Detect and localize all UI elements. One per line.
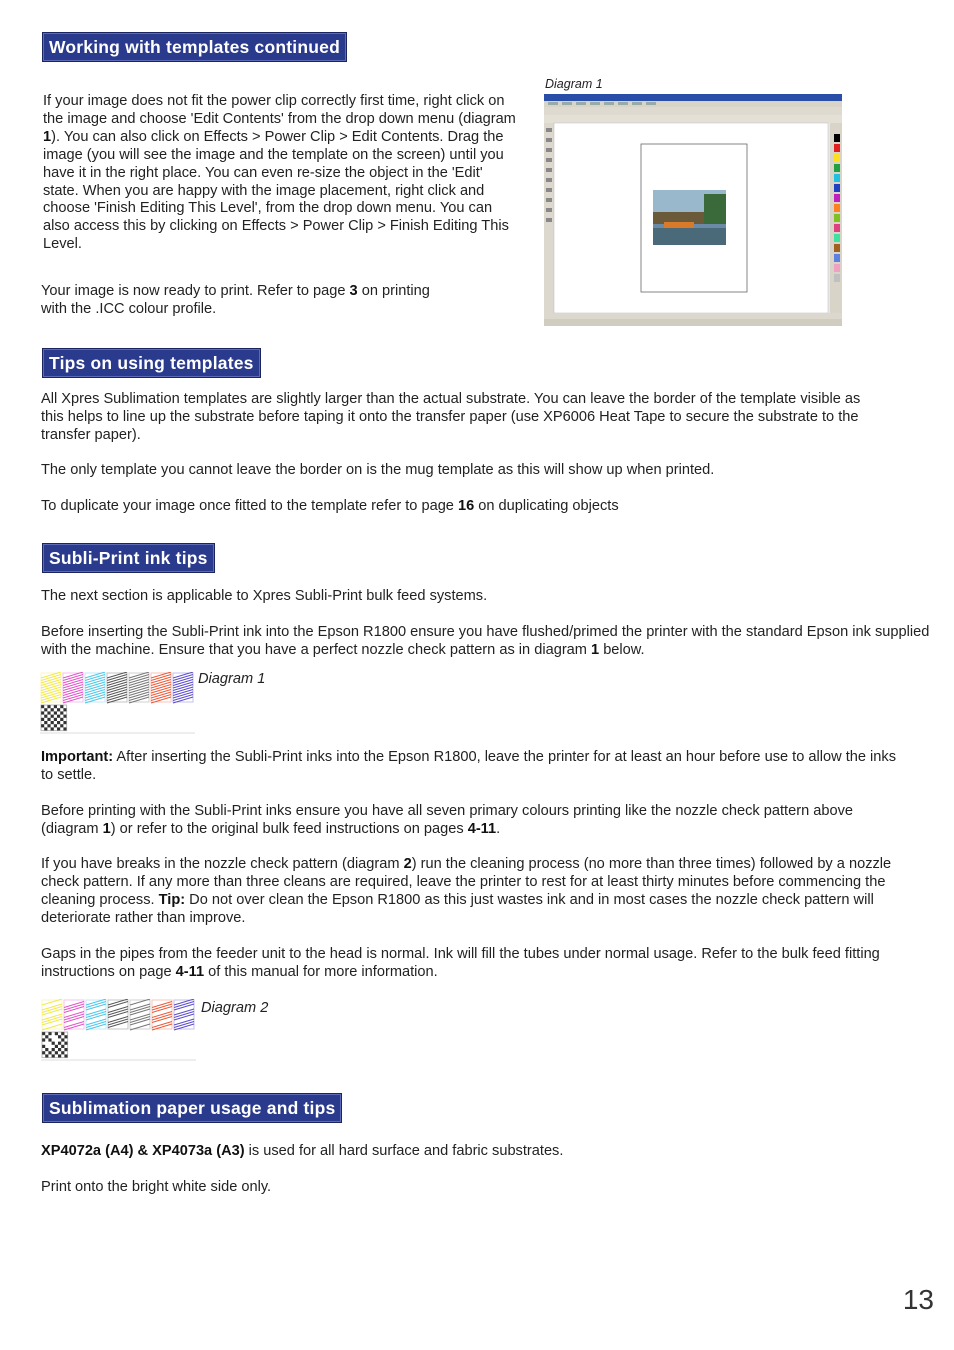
s3-paragraph-5: If you have breaks in the nozzle check pattern (diagram 2) run the cleaning process (no more than three times) followed by a nozzle check pattern. If any more than three cleans are required, leave the printer to rest for at least thirty minutes before commencing the cleaning process. Tip: Do not over clean the Epson R1800 as this just wastes ink and in most cases the nozzle check pattern will deteriorate rather than improve.	[41, 856, 892, 926]
nozzle-block	[108, 999, 128, 1029]
nozzle-block	[173, 672, 193, 703]
nozzle-block	[85, 672, 105, 703]
paper-codes: XP4072a (A4) & XP4073a (A3)	[41, 1143, 245, 1159]
nozzle-block	[63, 672, 83, 703]
s3-paragraph-3	[41, 749, 901, 785]
s2-paragraph-1: All Xpres Sublimation templates are slightly larger than the actual substrate. You can leave the border of the template visible as this helps to line up the substrate before taping it onto the transfer paper (use XP6006 Heat Tape to secure the substrate to the transfer paper).	[41, 391, 861, 443]
s1-paragraph-1: If your image does not fit the power clip correctly first time, right click on the image and choose 'Edit Contents' from the drop down menu (diagram 1). You can also click on Effects > Power Clip > Edit Contents. Drag the image (you will see the image and the template on the screen) until you have it in the right place. You can even re-size the object in the 'Edit' state. When you are happy with the image placement, right click and choose 'Finish Editing This Level', from the drop down menu. You can also access this by clicking on Effects > Power Clip > Finish Editing This Level.	[43, 93, 516, 253]
s2-paragraph-2: The only template you cannot leave the border on is the mug template as this will show up when printed.	[41, 462, 715, 478]
nozzle-block	[64, 1000, 84, 1030]
nozzle-black-block	[42, 1032, 68, 1058]
s3-diagram2-caption: Diagram 2	[201, 1000, 269, 1016]
s3-diagram1-caption: Diagram 1	[198, 671, 266, 687]
nozzle-block	[86, 999, 106, 1030]
nozzle-black-block	[41, 705, 67, 731]
section-title-sublimation-paper: Sublimation paper usage and tips	[42, 1093, 342, 1123]
nozzle-check-pattern-1	[40, 672, 195, 734]
nozzle-block	[174, 999, 194, 1030]
nozzle-check-pattern-2	[41, 999, 196, 1061]
page-number: 13	[902, 1284, 934, 1315]
s1-diagram-caption: Diagram 1	[545, 77, 603, 91]
nozzle-block	[152, 1000, 172, 1030]
important-text: After inserting the Subli-Print inks into the Epson R1800, leave the printer for at least an hour before use to allow the inks to settle.	[41, 749, 896, 783]
s3-paragraph-4: Before printing with the Subli-Print inks ensure you have all seven primary colours printing like the nozzle check pattern above (diagram 1) or refer to the original bulk feed instructions on pages 4-11.	[41, 803, 853, 837]
s4-paragraph-1	[41, 1143, 901, 1161]
nozzle-block	[151, 672, 171, 703]
s3-paragraph-1: The next section is applicable to Xpres Subli-Print bulk feed systems.	[41, 588, 488, 604]
corel-screenshot-illustration	[544, 94, 842, 326]
section-title-tips-templates: Tips on using templates	[42, 348, 261, 378]
nozzle-block	[107, 672, 127, 703]
section-title-working-templates: Working with templates continued	[42, 32, 347, 62]
nozzle-block	[42, 999, 62, 1030]
nozzle-block	[41, 672, 61, 703]
s3-paragraph-2: Before inserting the Subli-Print ink into the Epson R1800 ensure you have flushed/primed the printer with the standard Epson ink supplied with the machine. Ensure that you have a perfect nozzle check pattern as in diagram 1 below.	[41, 624, 930, 658]
s2-paragraph-3: To duplicate your image once fitted to the template refer to page 16 on duplicating objects	[41, 498, 619, 514]
s3-paragraph-6: Gaps in the pipes from the feeder unit to the head is normal. Ink will fill the tubes under normal usage. Refer to the bulk feed fitting instructions on page 4-11 of this manual for more information.	[41, 946, 880, 980]
section-title-subli-print: Subli-Print ink tips	[42, 543, 215, 573]
important-label: Important:	[41, 749, 114, 765]
s4-paragraph-2: Print onto the bright white side only.	[41, 1179, 272, 1195]
nozzle-block	[130, 999, 150, 1030]
s1-paragraph-2: Your image is now ready to print. Refer to page 3 on printing with the .ICC colour profile.	[41, 283, 430, 317]
nozzle-block	[129, 672, 149, 703]
paper-usage-text: is used for all hard surface and fabric substrates.	[248, 1143, 564, 1159]
